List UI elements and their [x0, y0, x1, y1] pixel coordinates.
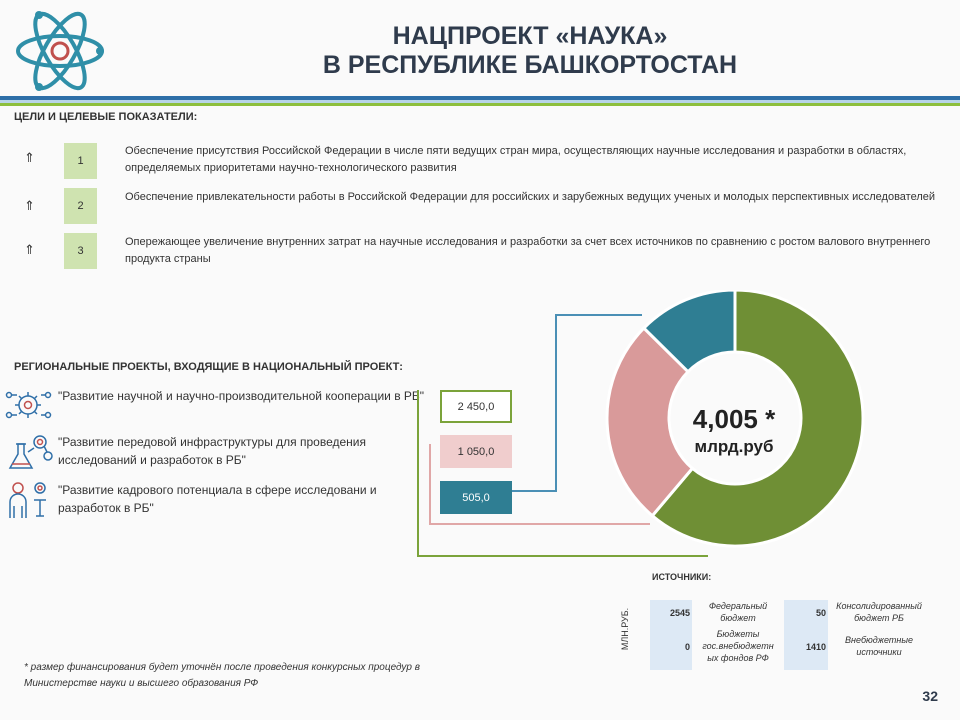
goal-number-2: 2 [64, 188, 97, 224]
title-line-1: НАЦПРОЕКТ «НАУКА» [392, 22, 668, 50]
value-box-1: 2 450,0 [440, 390, 512, 423]
up-arrow-icon: ⇑ [24, 242, 35, 257]
project-item-2: "Развитие передовой инфраструктуры для проведения исследований и разработок в РБ" [58, 435, 367, 467]
sources-unit-label: МЛН.РУБ. [620, 607, 631, 651]
goal-text-1: Обеспечение присутствия Российской Федерации в числе пяти ведущих стран мира, осуществляющих научные исследования и разработки в областях, определяемых приоритетами научно-технологического развития [125, 145, 907, 174]
source-label-offbudget-funds: Бюджеты гос.внебюджетн ых фондов РФ [702, 629, 774, 663]
project-item-1: "Развитие научной и научно-производительной кооперации в РБ" [58, 389, 425, 403]
value-box-3: 505,0 [440, 481, 512, 514]
footnote: * размер финансирования будет уточнён после проведения конкурсных процедур в Министерстве науки и высшего образования РФ [24, 662, 420, 689]
title-line-2: В РЕСПУБЛИКЕ БАШКОРТОСТАН [322, 51, 738, 79]
source-label-federal: Федеральный бюджет [708, 601, 768, 623]
goals-heading: ЦЕЛИ И ЦЕЛЕВЫЕ ПОКАЗАТЕЛИ: [14, 111, 198, 123]
goal-number-1: 1 [64, 143, 97, 179]
total-unit: млрд.руб [694, 437, 774, 456]
goal-text-3: Опережающее увеличение внутренних затрат на научные исследования и разработки за счет всех источников по сравнению с ростом валового внутреннего продукта страны [125, 236, 931, 265]
chart-center-label [672, 402, 796, 458]
page-number: 32 [922, 688, 938, 704]
project-item-3: "Развитие кадрового потенциала в сфере исследовани и разработок в РБ" [58, 483, 377, 515]
sources-title: ИСТОЧНИКИ: [652, 572, 712, 582]
up-arrow-icon: ⇑ [24, 198, 35, 213]
source-value-regional: 50 [784, 600, 828, 634]
source-value-offbudget-funds: 0 [650, 634, 692, 670]
source-value-extrabudget: 1410 [784, 634, 828, 670]
source-label-extrabudget: Внебюджетные источники [845, 635, 913, 657]
goal-text-2: Обеспечение привлекательности работы в Российской Федерации для российских и зарубежных ведущих ученых и молодых перспективных исследователей [125, 191, 936, 203]
up-arrow-icon: ⇑ [24, 150, 35, 165]
source-value-federal: 2545 [650, 600, 692, 634]
total-value: 4,005 * [692, 404, 776, 434]
value-box-2: 1 050,0 [440, 435, 512, 468]
projects-heading: РЕГИОНАЛЬНЫЕ ПРОЕКТЫ, ВХОДЯЩИЕ В НАЦИОНАЛЬНЫЙ ПРОЕКТ: [14, 361, 403, 373]
goal-number-3: 3 [64, 233, 97, 269]
source-label-regional: Консолидированный бюджет РБ [836, 601, 922, 623]
sources-unit [614, 600, 654, 660]
